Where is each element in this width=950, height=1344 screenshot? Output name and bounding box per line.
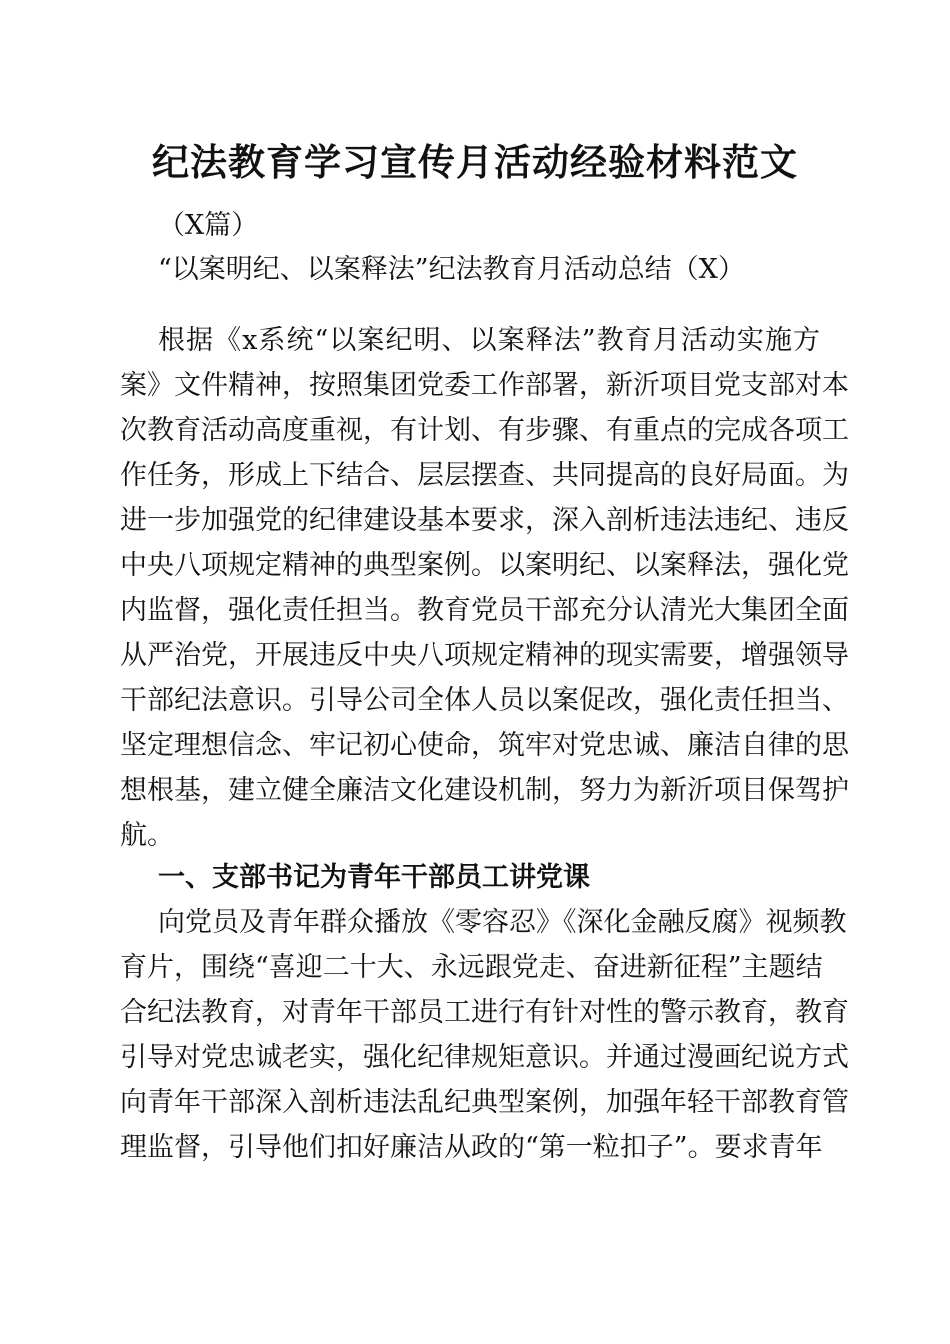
text-line: 次教育活动高度重视，有计划、有步骤、有重点的完成各项工: [120, 415, 849, 446]
text-line: 引导对党忠诚老实，强化纪律规矩意识。并通过漫画纪说方式: [120, 1042, 849, 1073]
subtitle: （X篇）: [158, 210, 259, 241]
text-line: 理监督，引导他们扣好廉洁从政的“第一粒扣子”。要求青年: [120, 1132, 823, 1163]
text-line: 作任务，形成上下结合、层层摆查、共同提高的良好局面。为: [120, 460, 849, 491]
text-line: 从严治党，开展违反中央八项规定精神的现实需要，增强领导: [120, 640, 849, 671]
text-line: 合纪法教育，对青年干部员工进行有针对性的警示教育，教育: [120, 997, 849, 1028]
text-line: 中央八项规定精神的典型案例。以案明纪、以案释法，强化党: [120, 550, 849, 581]
text-line: 内监督，强化责任担当。教育党员干部充分认清光大集团全面: [120, 595, 849, 626]
text-line: 航。: [120, 820, 174, 851]
section-heading: 一、支部书记为青年干部员工讲党课: [158, 862, 590, 893]
text-line: 坚定理想信念、牢记初心使命，筑牢对党忠诚、廉洁自律的思: [120, 730, 849, 761]
text-line: 向党员及青年群众播放《零容忍》《深化金融反腐》视频教: [158, 907, 847, 938]
article-title: “以案明纪、以案释法”纪法教育月活动总结（X）: [158, 254, 745, 285]
document-title: 纪法教育学习宣传月活动经验材料范文: [152, 140, 798, 184]
text-line: 案》文件精神，按照集团党委工作部署，新沂项目党支部对本: [120, 370, 849, 401]
text-line: 根据《x系统“以案纪明、以案释法”教育月活动实施方: [158, 325, 820, 356]
text-line: 进一步加强党的纪律建设基本要求，深入剖析违法违纪、违反: [120, 505, 849, 536]
text-line: 向青年干部深入剖析违法乱纪典型案例，加强年轻干部教育管: [120, 1087, 849, 1118]
text-line: 干部纪法意识。引导公司全体人员以案促改，强化责任担当、: [120, 685, 849, 716]
text-line: 想根基，建立健全廉洁文化建设机制，努力为新沂项目保驾护: [120, 775, 849, 806]
text-line: 育片，围绕“喜迎二十大、永远跟党走、奋进新征程”主题结: [120, 952, 823, 983]
